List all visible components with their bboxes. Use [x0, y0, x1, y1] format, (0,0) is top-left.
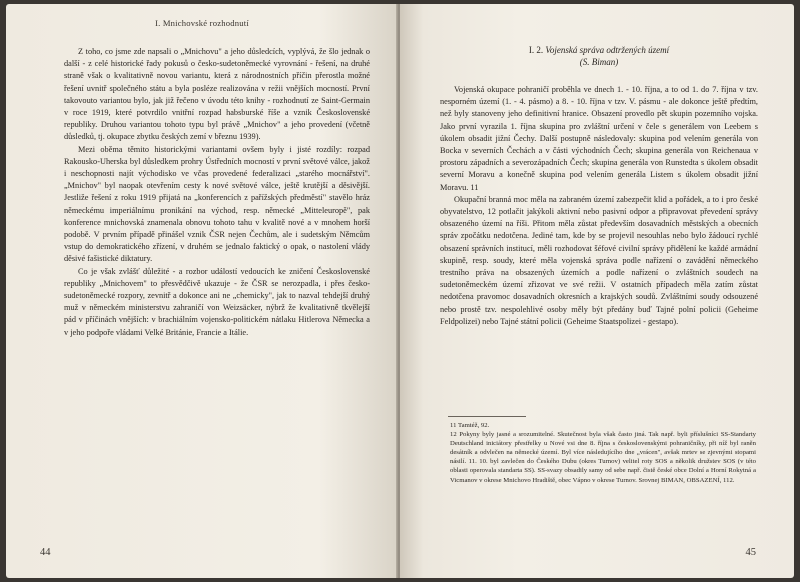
- running-head: I. Mnichovské rozhodnutí: [155, 18, 249, 28]
- paragraph: Mezi oběma těmito historickými variantami ovšem byly i jisté rozdíly: rozpad Rakousko-Uherska byl důsledkem prohry Ústředních mocností v první světové válce, jakož i neschopnosti najít východisko ve včas provedené federalizaci „starého mocnářství". „Mnichov" byl naopak otevřením cesty k nové světové válce, ještě krutější a děsivější. Jestliže řešení z roku 1919 přijatá na „konferencích z pařížských předměstí" stavělo hráz německému imperiálnímu pronikání na východ, resp. německé „Mitteleuropě", pak konference mnichovská znamenala obnovu tohoto tahu v kvalitě nové a v mnohem horší podobě. V prvním případě přinášel vznik ČSR nejen Čechům, ale i sudetským Němcům vstup do demokratického zřízení, v druhém se jednalo faktický o opak, o nastolení vlády děsivé fašistické diktatury.: [64, 144, 370, 264]
- paragraph: Okupační branná moc měla na zabraném území zabezpečit klid a pořádek, a to i pro české obyvatelstvo, 12 potlačit jakýkoli aktivní nebo pasivní odpor a připravovat převedení správy obsazeného území na říši. Přitom měla zůstat především dosavadních městských a obecních správ zpočátku nedotčena. Jediné tam, kde by se projevil nesouhlas nebo bylo žádoucí rychlé obsazení správních institucí, měli rozhodovat šéfové civilní správy přidělení ke každé armádní skupině, resp. soudy, které měla vojenská správa podle nařízení o zavádění německého trestního práva na obsazených územích a podle nařízení o zvláštních soudech na sudetoněmeckém území zřizovat ve své režii. V ostatních případech měla zatím zůstat nedotčena pravomoc dosavadních okresních a krajských soudů. Zvláštními soudy odsouzené nebo prostě tzv. nespolehlivé osoby měly být předány buď Tajné polní policii (Geheime Feldpolizei) nebo Tajné státní policii (Geheime Staatspolizei - gestapo).: [440, 194, 758, 326]
- page-number: 44: [40, 547, 51, 558]
- section-author: (S. Biman): [579, 57, 619, 67]
- footnote: 12 Pokyny byly jasné a srozumitelné. Skutečnost byla však často jiná. Tak např. byli příslušníci SS-Standarty Deutschland iniciátory přestřelky u Nové vsi dne 8. října s československými pohraničníky, při níž byl raněn desátník a odvlečen na německé území. Byl více následujícího dne „vrácen", avšak mrtev se zjevnými stopami násilí. 11. 10. byl zavlečen do Českého Dubu (okres Turnov) velitel roty SOS a několik družstev SOS (v této oblasti operovala standarta SS). SS-svazy obsadily samy od sebe např. čistě české obce Dolní a Horní Rokytná a Vicmanov v okrese Mnichovo Hradiště, obec Vápno v okrese Turnov. Srovnej BIMAN, OBSAZENÍ, 112.: [450, 431, 756, 484]
- footnote-divider: [448, 416, 526, 417]
- section-number: I. 2.: [528, 45, 544, 55]
- right-body-text: [440, 84, 758, 328]
- paragraph: Vojenská okupace pohraničí proběhla ve dnech 1. - 10. října, a to od 1. do 7. října v tzv. nesporném území (1. - 4. pásmo) a 8. - 10. října v tzv. V. pásmu - ale dokonce ještě předtím, než byly stanoveny jeho definitivní hranice. Obsazení provedlo pět skupin pozemního vojska. Jako první vyrazila 1. října skupina pro zvláštní určení v čele s generálem von Leebem s úkolem obsadit jižní Čechy. Další postupně následovaly: skupina pod velením generála von Bocka v severních Čechách a v části východních Čech; skupina generála von Reichenaua v prostoru západních a severozápadních Čech; skupina generála von Runstedta s úkolem obsadit severní Moravu a konečně skupina pod velením generála Listem s úkolem obsadit jižní Moravu. 11: [440, 85, 758, 192]
- footnote: 11 Tamtéž, 92.: [450, 422, 490, 429]
- footnotes: [450, 421, 756, 485]
- page-number: 45: [745, 547, 756, 558]
- left-page: [6, 4, 398, 578]
- paragraph: Co je však zvlášť důležité - a rozbor událostí vedoucích ke zničení Československé republiky „Mnichovem" to přesvědčivě ukazuje - že ČSR se nerozpadla, i přes česko-sudetoněmecké rozpory, zevnitř a dokonce ani ne „chemicky", jak to nazval tehdejší druhý muž v německém ministerstvu zahraničí von Weizsäcker, nýbrž že kvalitativně tkvělejší pád v příčinách vnějších: v brachiálním vojensko-politickém nátlaku Hitlerova Německa a v jeho podpoře vládami Velké Británie, Francie a Itálie.: [64, 266, 370, 337]
- paragraph: Z toho, co jsme zde napsali o „Mnichovu" a jeho důsledcích, vyplývá, že šlo jednak o další - z celé historické řady pokusů o česko-sudetoněmecké vyrovnání - řešení, na druhé straně však o kvalitativně novou variantu, která z národnostních příčin přerostla možné řešení uvnitř společného státu a byla posléze realizována v režii vnějších mocností. První takovouto variantou bylo, jak již řečeno v úvodu této knihy - rozhodnutí ze Saint-Germain v roce 1919, které potvrdilo vnitřní rozpad habsburské říše a vznik Československé republiky. Druhou variantou tohoto typu byl právě „Mnichov" a jeho provedení (včetně důsledků, tj. okupace zbytku českých zemí v březnu 1939).: [64, 47, 370, 142]
- right-page: [400, 4, 794, 578]
- section-title: Vojenská správa odtržených území: [545, 45, 670, 55]
- left-body-text: [64, 46, 370, 339]
- section-heading: [440, 44, 758, 68]
